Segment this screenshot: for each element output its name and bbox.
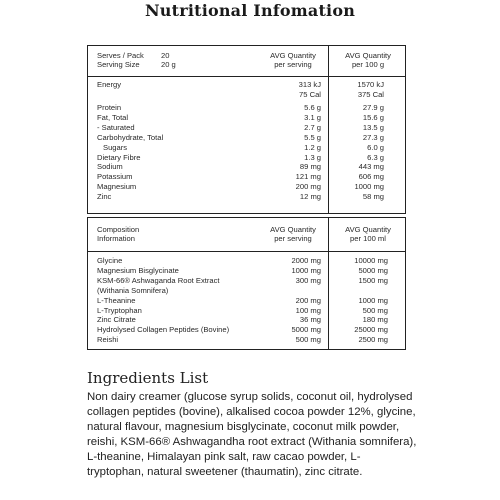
row-serving-value: 121 mg [295, 172, 321, 182]
composition-header: Composition [97, 225, 140, 234]
row-per100-value: 15.6 g [362, 112, 384, 122]
column-divider [328, 46, 329, 213]
col-serving-header: AVG Quantity [270, 51, 316, 60]
row-label: Sugars [103, 142, 128, 152]
row-label: Dietary Fibre [97, 152, 141, 162]
row-label: Hydrolysed Collagen Peptides (Bovine) [97, 325, 230, 335]
row-label: Potassium [97, 172, 133, 182]
row-per100-value: 25000 mg [354, 325, 388, 335]
row-serving-value: 36 mg [299, 315, 321, 325]
row-serving-value: 89 mg [299, 162, 321, 172]
row-per100-value: 13.5 g [362, 122, 384, 132]
row-per100-value: 606 mg [358, 172, 384, 182]
row-label: KSM-66® Ashwaganda Root Extract [97, 275, 220, 285]
row-per100-value: 5000 mg [358, 265, 388, 275]
serves-value: 20 [161, 51, 170, 60]
row-serving-value: 1.3 g [304, 152, 321, 162]
row-per100-value: 27.3 g [362, 132, 384, 142]
row-label: L-Tryptophan [97, 305, 142, 315]
energy-serving-cal: 75 Cal [299, 90, 321, 99]
composition-panel [87, 217, 406, 350]
row-label: Zinc [97, 192, 112, 202]
row-label: Magnesium [97, 182, 137, 192]
row-per100-value: 2500 mg [358, 335, 388, 345]
row-label: - Saturated [97, 122, 135, 132]
row-serving-value: 200 mg [295, 295, 321, 305]
row-per100-value: 6.3 g [367, 152, 384, 162]
row-serving-value: 12 mg [299, 192, 321, 202]
row-serving-value: 500 mg [295, 335, 321, 345]
row-label: Zinc Citrate [97, 315, 136, 325]
nutrition-panel [87, 45, 406, 214]
row-label: Fat, Total [97, 112, 129, 122]
row-serving-value: 1000 mg [291, 265, 321, 275]
col-serving-header-sub: per serving [274, 60, 312, 69]
row-serving-value: 300 mg [295, 275, 321, 285]
row-serving-value: 200 mg [295, 182, 321, 192]
energy-label: Energy [97, 80, 122, 89]
comp-col-per100-header-sub: per 100 ml [350, 234, 386, 243]
row-serving-value: 5.6 g [304, 103, 321, 112]
comp-col-serving-header: AVG Quantity [270, 225, 316, 234]
row-per100-value: 10000 mg [354, 256, 388, 265]
energy-serving-kj: 313 kJ [298, 80, 321, 89]
comp-col-serving-header-sub: per serving [274, 234, 312, 243]
header-divider [88, 76, 405, 77]
serving-size-label: Serving Size [97, 60, 140, 69]
row-label: Reishi [97, 335, 119, 345]
col-per100-header-sub: per 100 g [351, 60, 385, 69]
row-label: Glycine [97, 256, 123, 265]
row-label: Sodium [97, 162, 123, 172]
row-serving-value: 100 mg [295, 305, 321, 315]
row-label: L-Theanine [97, 295, 136, 305]
row-per100-value: 58 mg [362, 192, 384, 202]
row-per100-value: 443 mg [358, 162, 384, 172]
row-label: Carbohydrate, Total [97, 132, 164, 142]
row-per100-value: 6.0 g [367, 142, 384, 152]
row-label: Magnesium Bisglycinate [97, 265, 179, 275]
row-label: Protein [97, 103, 122, 112]
col-per100-header: AVG Quantity [345, 51, 391, 60]
header-divider [88, 251, 405, 252]
row-per100-value: 1000 mg [358, 295, 388, 305]
ingredients-text: Non dairy creamer (glucose syrup solids, coconut oil, hydrolysed collagen peptides (bovine), alkalised cocoa powder 12%, glycine, natural flavour, magnesium bisglycinate, coconut milk powder, reishi, KSM-66® Ashwagandha root extract (Withania somnifera), L-theanine, Himalayan pink salt, raw cacao powder, L-tryptophan, natural sweetener (thaumatin), zinc citrate. [87, 391, 417, 479]
row-per100-value: 27.9 g [362, 103, 384, 112]
row-serving-value: 5000 mg [291, 325, 321, 335]
row-serving-value: 1.2 g [304, 142, 321, 152]
row-serving-value: 2.7 g [304, 122, 321, 132]
row-per100-value: 500 mg [362, 305, 388, 315]
composition-header-sub: Information [97, 234, 135, 243]
row-per100-value: 1500 mg [358, 275, 388, 285]
row-per100-value: 1000 mg [354, 182, 384, 192]
energy-per100-kj: 1570 kJ [357, 80, 384, 89]
page-title: Nutritional Infomation [144, 1, 356, 20]
serving-size-value: 20 g [161, 60, 176, 69]
row-serving-value: 5.5 g [304, 132, 321, 142]
row-serving-value: 2000 mg [291, 256, 321, 265]
energy-per100-cal: 375 Cal [357, 90, 384, 99]
ingredients-title: Ingredients List [87, 369, 209, 387]
row-serving-value: 3.1 g [304, 112, 321, 122]
serves-label: Serves / Pack [97, 51, 144, 60]
row-per100-value: 180 mg [362, 315, 388, 325]
row-label: (Withania Somnifera) [97, 285, 169, 295]
comp-col-per100-header: AVG Quantity [345, 225, 391, 234]
